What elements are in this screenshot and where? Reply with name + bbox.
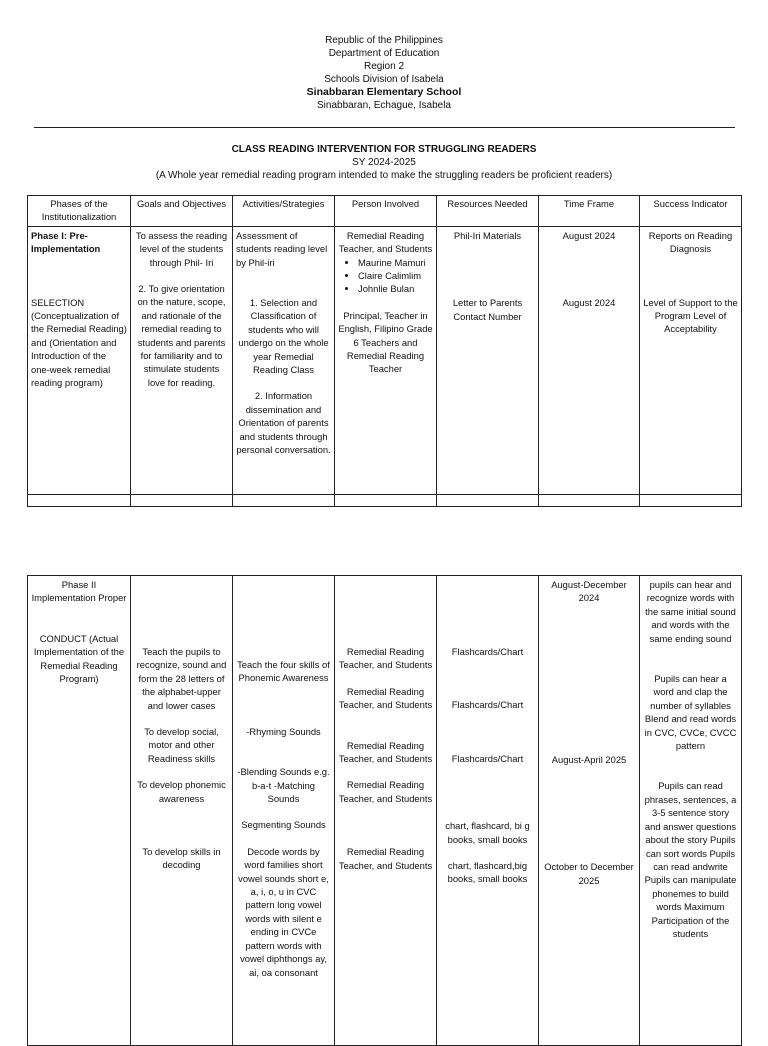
table-row	[28, 494, 742, 506]
person-text: Principal, Teacher in English, Filipino Grade 6 Teachers and Remedial Reading Teacher	[338, 309, 433, 375]
activity-text: Assessment of students reading level by Phil-iri	[236, 229, 328, 268]
indicator-cell	[640, 226, 742, 494]
empty-cell	[131, 494, 233, 506]
school-address: Sinabbaran, Echague, Isabela	[317, 100, 451, 111]
activity-text: -Blending Sounds e.g. b-a-t -Matching Sounds	[237, 766, 330, 805]
school-name: Sinabbaran Elementary School	[306, 86, 462, 98]
header-line-department: Department of Education	[328, 48, 440, 59]
header-activities: Activities/Strategies	[233, 196, 335, 227]
resource-text: Flashcards/Chart	[451, 699, 524, 711]
header-line-region: Region 2	[363, 61, 405, 72]
time-text: August 2024	[562, 229, 616, 241]
phase-title: Phase II Implementation Proper	[31, 579, 127, 604]
resources-cell	[437, 576, 539, 1046]
school-year: SY 2024-2025	[352, 157, 416, 168]
person-list	[338, 256, 433, 296]
time-frame-cell	[539, 576, 640, 1046]
goal-text: To develop social, motor and other Readiness skills	[144, 726, 219, 764]
activity-text: -Rhyming Sounds	[246, 725, 321, 737]
empty-cell	[640, 494, 742, 506]
time-text: October to December 2025	[544, 861, 634, 886]
activity-text: 2. Information dissemination and Orientation of parents and students through personal conversation.	[236, 390, 331, 456]
activities-cell	[233, 226, 335, 494]
time-frame-cell	[539, 226, 640, 494]
header-divider	[34, 127, 735, 128]
table-row	[28, 576, 742, 1046]
phase-description: CONDUCT (Actual Implementation of the Remedial Reading Program)	[33, 632, 125, 685]
header-person: Person Involved	[335, 196, 437, 227]
empty-cell	[437, 494, 539, 506]
empty-cell	[233, 494, 335, 506]
indicator-text: Level of Support to the Program Level of Acceptability	[643, 296, 738, 335]
indicator-text: Pupils can hear a word and clap the number of syllables Blend and read words in CVC, CVCe, CVCC pattern	[644, 673, 737, 752]
indicator-cell	[640, 576, 742, 1046]
phase-description: SELECTION (Conceptualization of the Remedial Reading) and (Orientation and Introduction of the one-week remedial reading program)	[31, 296, 127, 389]
person-cell	[335, 226, 437, 494]
goal-text: To develop skills in decoding	[142, 846, 221, 871]
header-goals: Goals and Objectives	[131, 196, 233, 227]
person-cell	[335, 576, 437, 1046]
empty-cell	[335, 494, 437, 506]
goal-text: To assess the reading level of the students through Phil- Iri	[135, 229, 228, 268]
resource-text: Letter to Parents Contact Number	[452, 297, 523, 322]
list-item: • Maurine Mamuri	[358, 256, 433, 269]
document-title: CLASS READING INTERVENTION FOR STRUGGLING READERS	[231, 144, 537, 155]
table-row	[28, 226, 742, 494]
person-text: Remedial Reading Teacher, and Students	[338, 646, 433, 671]
header-line-republic: Republic of the Philippines	[325, 35, 443, 46]
resources-cell	[437, 226, 539, 494]
phase-title: Phase I: Pre-Implementation	[31, 229, 101, 255]
header-time-frame: Time Frame	[539, 196, 640, 227]
header-phases: Phases of the Institutionalization	[28, 196, 131, 227]
intervention-table-phase2	[27, 575, 742, 1046]
document-header	[0, 34, 768, 112]
header-success-indicator: Success Indicator	[640, 196, 742, 227]
phase-cell	[28, 576, 131, 1046]
activity-text: 1. Selection and Classification of students who will undergo on the whole year Remedial Reading Class	[238, 297, 329, 376]
header-resources: Resources Needed	[437, 196, 539, 227]
empty-cell	[539, 494, 640, 506]
program-description: (A Whole year remedial reading program intended to make the struggling readers be proficient readers)	[155, 170, 613, 181]
goal-text: Teach the pupils to recognize, sound and form the 28 letters of the alphabet-upper and lower cases	[136, 646, 227, 711]
resource-text: Flashcards/Chart	[451, 646, 524, 657]
table-header-row	[28, 196, 742, 227]
phase-cell	[28, 226, 131, 494]
indicator-text: Reports on Reading Diagnosis	[648, 229, 733, 255]
time-text: August 2024	[562, 297, 616, 309]
header-line-division: Schools Division of Isabela	[324, 74, 444, 85]
time-text: August-April 2025	[551, 753, 627, 765]
resource-text: Phil-Iri Materials	[453, 229, 522, 241]
empty-cell	[28, 494, 131, 506]
person-text: Remedial Reading Teacher, and Students	[338, 739, 433, 765]
goals-cell	[131, 226, 233, 494]
indicator-text: Pupils can read phrases, sentences, a 3-5 sentence story and answer questions about the story Pupils can sort words Pupils can read andwrite Pupils can manipulate phonemes to build words Maximum Participation of the students	[644, 780, 737, 939]
person-text: Remedial Reading Teacher, and Students	[338, 846, 433, 871]
goal-text: 2. To give orientation on the nature, scope, and rationale of the remedial reading to students and parents for familiarity and to stimulate students love for reading.	[137, 283, 226, 388]
time-text: August-December 2024	[551, 579, 627, 604]
intervention-table-phase1	[27, 195, 742, 507]
person-text: Remedial Reading Teacher, and Students	[338, 229, 433, 255]
goals-cell	[131, 576, 233, 1046]
activity-text: Decode words by word families short vowel sounds short e, a, i, o, u in CVC pattern long vowel words with silent e ending in CVCe pattern words with vowel diphthongs ay, ai, oa consonant	[238, 845, 329, 978]
person-text: Remedial Reading Teacher, and Students	[338, 685, 433, 711]
resource-text: chart, flashcard, bi g books, small books	[445, 820, 530, 845]
indicator-text: pupils can hear and recognize words with the same initial sound and words with the same ending sound	[645, 579, 736, 644]
list-item: • Claire Calimlim	[358, 269, 433, 282]
activity-text: Teach the four skills of Phonemic Awareness	[237, 659, 330, 684]
goal-text: To develop phonemic awareness	[137, 779, 226, 804]
document-titles	[0, 143, 768, 182]
person-text: Remedial Reading Teacher, and Students	[338, 779, 433, 804]
resource-text: chart, flashcard,big books, small books	[447, 860, 528, 885]
activities-cell	[233, 576, 335, 1046]
list-item: • Johnlie Bulan	[358, 282, 433, 295]
activity-text: Segmenting Sounds	[241, 819, 326, 831]
resource-text: Flashcards/Chart	[451, 752, 524, 764]
